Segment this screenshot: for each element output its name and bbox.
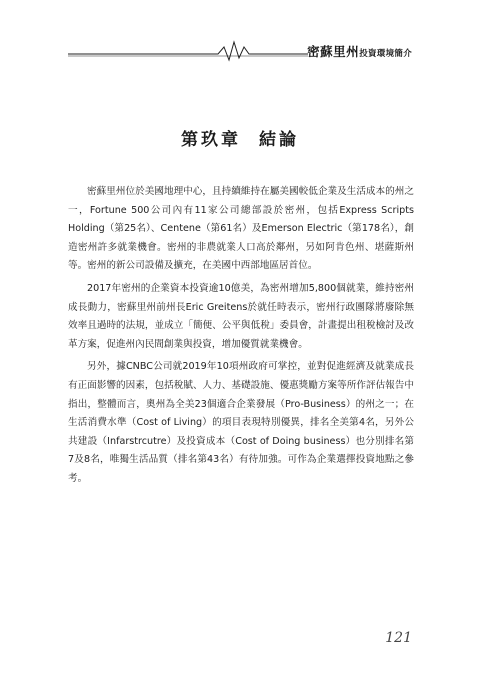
chapter-title [0,125,480,150]
running-header [68,38,412,62]
header-title-sub: 投資環境簡介 [359,49,412,59]
chapter-name: 結論 [259,130,299,150]
paragraph-3: 另外，據CNBC公司就2019年10項州政府可掌控，並對促進經濟及就業成長有正面影響的因素，包括稅賦、人力、基礎設施、優惠獎勵方案等所作評估報告中指出，整體而言，奧州為全美23個適合企業發展（Pro-Business）的州之一；在生活消費水準（Cost of Living）的項目表現特別優異，排名全美第4名，另外公共建設（Infarstrcutre）及投資成本（Cost of Doing business）也分別排名第7及8名，唯獨生活品質（排名第43名）有待加強。可作為企業選擇投資地點之參考。 [68,361,414,484]
body-text [68,183,414,493]
header-title-main: 密蘇里州 [307,44,360,59]
paragraph-2: 2017年密州的企業資本投資逾10億美，為密州增加5,800個就業，維持密州成長動力，密蘇里州前州長Eric Greitens於就任時表示，密州行政團隊將廢除無效率且過時的法規，並成立「簡便、公平與低稅」委員會，計畫提出租稅檢討及改革方案，促進州內民間創業與投資，增加優質就業機會。 [68,282,414,350]
header-title [307,41,412,60]
page-number: 121 [385,630,412,646]
heartbeat-line-ornament [68,38,308,62]
chapter-number: 第玖章 [181,130,241,150]
paragraph-1: 密蘇里州位於美國地理中心，且持續維持在屬美國較低企業及生活成本的州之一，Fortune 500公司內有11家公司總部設於密州，包括Express Scripts Holding（第25名）、Centene（第61名）及Emerson Electric（第178名），創造密州許多就業機會。密州的非農就業人口高於鄰州，另如阿肯色州、堪薩斯州等。密州的新公司設備及擴充，在美國中西部地區居首位。 [68,186,414,272]
